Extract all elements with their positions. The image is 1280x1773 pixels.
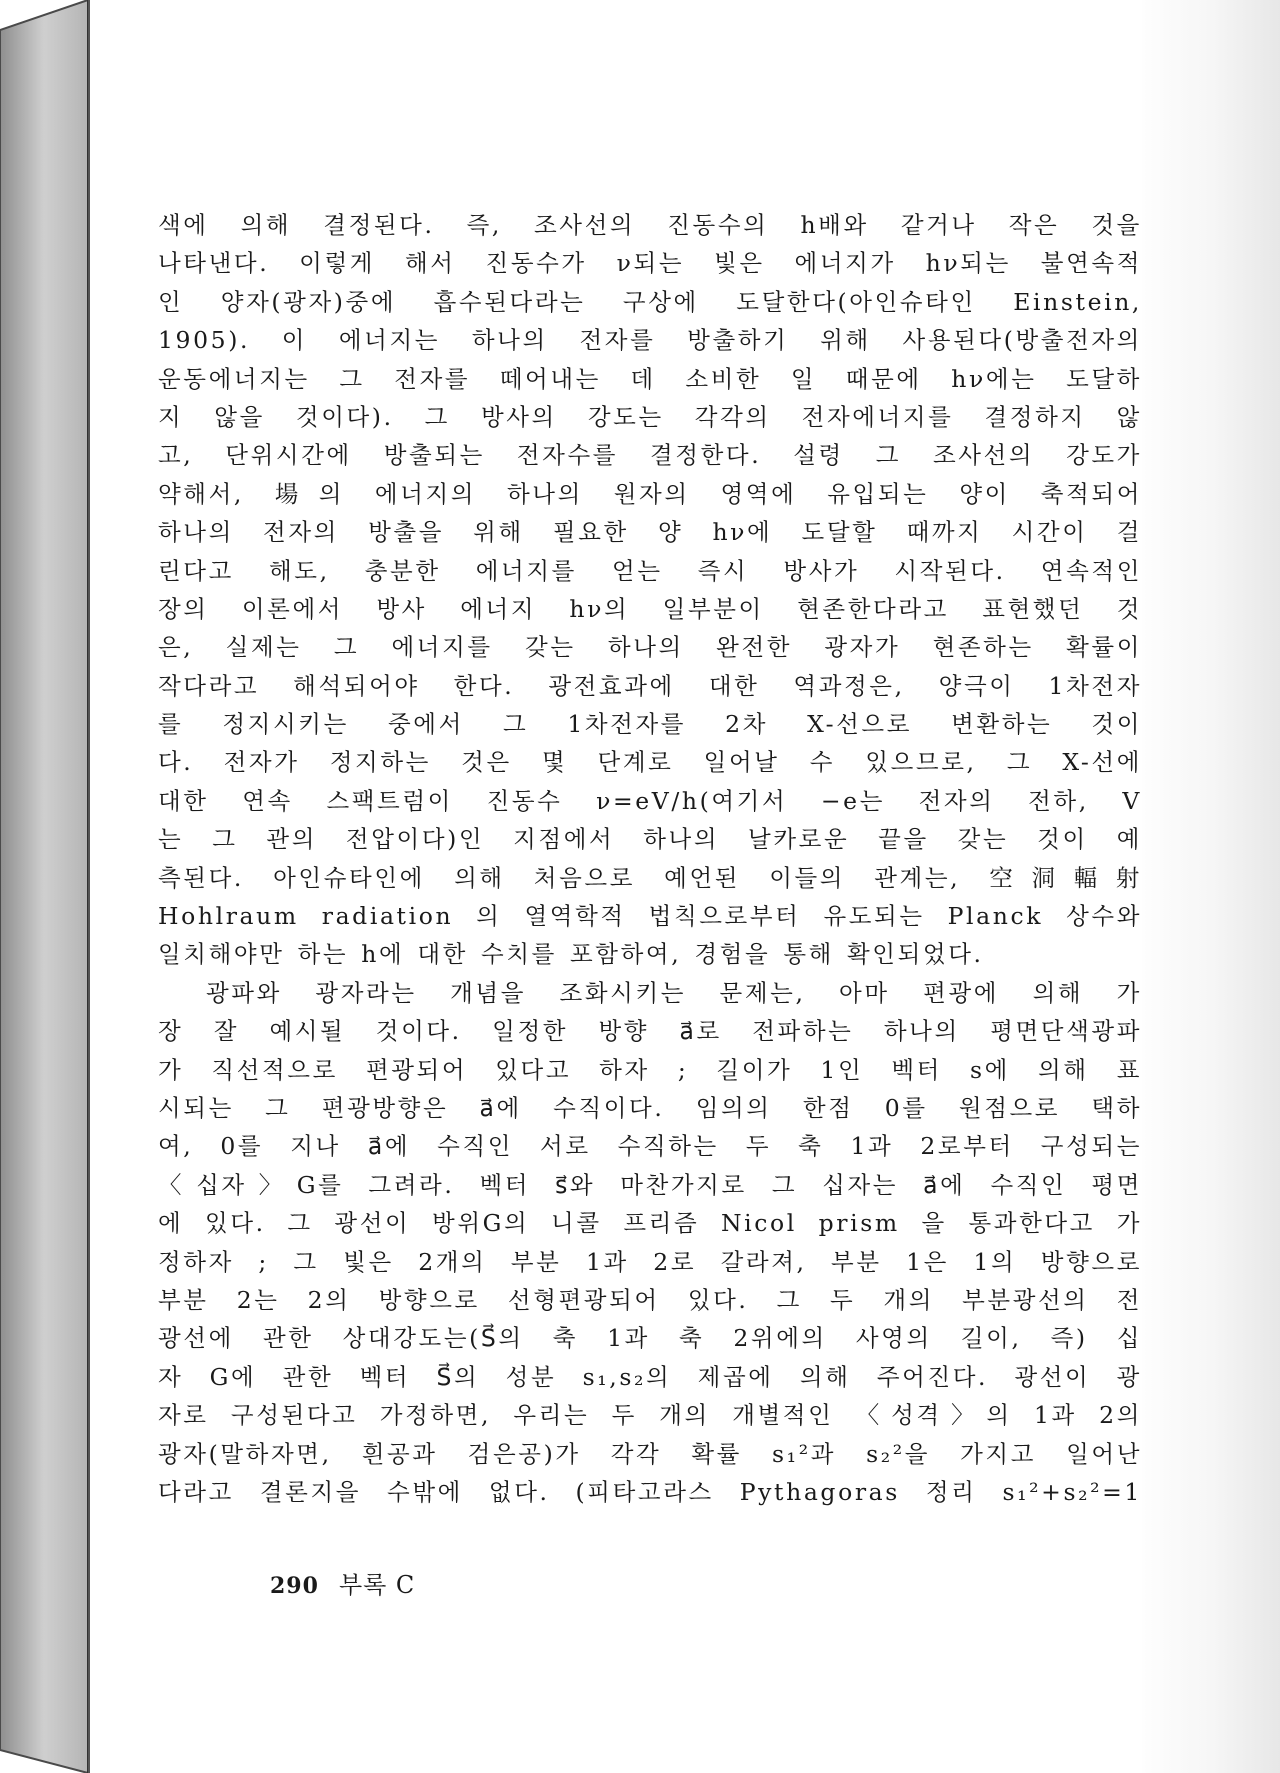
- paragraph-end-line: 일치해야만 하는 h에 대한 수치를 포함하여, 경험을 통해 확인되었다.: [158, 940, 984, 969]
- page-edge-shadow: [1130, 0, 1280, 1773]
- text-line: 장 잘 예시될 것이다. 일정한 방향 a⃗로 전파하는 하나의 평면단색광파: [158, 1017, 1142, 1046]
- text-line: 〈십자〉G를 그려라. 벡터 s⃗와 마찬가지로 그 십자는 a⃗에 수직인 평면: [158, 1170, 1142, 1199]
- text-line: 인 양자(광자)중에 흡수된다라는 구상에 도달한다(아인슈타인 Einstein,: [158, 287, 1142, 316]
- body-text: [158, 206, 1142, 1511]
- text-line: 에 있다. 그 광선이 방위G의 니콜 프리즘 Nicol prism 을 통과한다고 가: [158, 1209, 1142, 1238]
- text-line: 고, 단위시간에 방출되는 전자수를 결정한다. 설령 그 조사선의 강도가: [158, 441, 1142, 470]
- text-line: 다. 전자가 정지하는 것은 몇 단계로 일어날 수 있으므로, 그 X-선에: [158, 748, 1142, 777]
- text-line: 여, 0를 지나 a⃗에 수직인 서로 수직하는 두 축 1과 2로부터 구성되는: [158, 1132, 1142, 1161]
- page-footer: [270, 1565, 415, 1600]
- text-line: 광선에 관한 상대강도는(S⃗의 축 1과 축 2위에의 사영의 길이, 즉) 십: [158, 1324, 1142, 1353]
- book-spine: [0, 0, 90, 1773]
- text-line: 약해서, 場의 에너지의 하나의 원자의 영역에 유입되는 양이 축적되어: [158, 479, 1142, 508]
- text-line: 시되는 그 편광방향은 a⃗에 수직이다. 임의의 한점 0를 원점으로 택하: [158, 1093, 1142, 1122]
- text-line: 다라고 결론지을 수밖에 없다. (피타고라스 Pythagoras 정리 s₁²+s₂²=1: [158, 1477, 1142, 1506]
- text-line: 운동에너지는 그 전자를 떼어내는 데 소비한 일 때문에 hν에는 도달하: [158, 364, 1142, 393]
- text-line: 광자(말하자면, 흰공과 검은공)가 각각 확률 s₁²과 s₂²을 가지고 일어난: [158, 1439, 1142, 1468]
- text-line: 작다라고 해석되어야 한다. 광전효과에 대한 역과정은, 양극이 1차전자: [158, 671, 1142, 700]
- text-line: 대한 연속 스팩트럼이 진동수 ν=eV/h(여기서 −e는 전자의 전하, V: [158, 786, 1142, 815]
- text-line: 지 않을 것이다). 그 방사의 강도는 각각의 전자에너지를 결정하지 않: [158, 402, 1142, 431]
- page-number: 290: [270, 1573, 319, 1599]
- text-line: 나타낸다. 이렇게 해서 진동수가 ν되는 빛은 에너지가 hν되는 불연속적: [158, 249, 1142, 278]
- text-line: 부분 2는 2의 방향으로 선형편광되어 있다. 그 두 개의 부분광선의 전: [158, 1285, 1142, 1314]
- text-line: 가 직선적으로 편광되어 있다고 하자 ; 길이가 1인 벡터 s에 의해 표: [158, 1055, 1142, 1084]
- text-line: Hohlraum radiation 의 열역학적 법칙으로부터 유도되는 Planck 상수와: [158, 902, 1142, 931]
- text-line: 장의 이론에서 방사 에너지 hν의 일부분이 현존한다라고 표현했던 것: [158, 594, 1142, 623]
- text-line: 자로 구성된다고 가정하면, 우리는 두 개의 개별적인 〈성격〉의 1과 2의: [158, 1401, 1142, 1430]
- text-line: 는 그 관의 전압이다)인 지점에서 하나의 날카로운 끝을 갖는 것이 예: [158, 825, 1142, 854]
- text-line: 하나의 전자의 방출을 위해 필요한 양 hν에 도달할 때까지 시간이 걸: [158, 518, 1142, 547]
- text-line: 측된다. 아인슈타인에 의해 처음으로 예언된 이들의 관계는, 空洞輻射: [158, 863, 1142, 892]
- text-line: 은, 실제는 그 에너지를 갖는 하나의 완전한 광자가 현존하는 확률이: [158, 633, 1142, 662]
- text-line: 자 G에 관한 벡터 S⃗의 성분 s₁,s₂의 제곱에 의해 주어진다. 광선이 광: [158, 1362, 1142, 1391]
- text-line: 색에 의해 결정된다. 즉, 조사선의 진동수의 h배와 같거나 작은 것을: [158, 211, 1142, 239]
- text-line: 를 정지시키는 중에서 그 1차전자를 2차 X-선으로 변환하는 것이: [158, 710, 1142, 739]
- section-label: 부록 C: [338, 1571, 416, 1599]
- paragraph-start-line: 광파와 광자라는 개념을 조화시키는 문제는, 아마 편광에 의해 가: [206, 978, 1142, 1007]
- text-line: 정하자 ; 그 빛은 2개의 부분 1과 2로 갈라져, 부분 1은 1의 방향으로: [158, 1247, 1142, 1276]
- text-line: 1905). 이 에너지는 하나의 전자를 방출하기 위해 사용된다(방출전자의: [158, 326, 1142, 355]
- text-line: 린다고 해도, 충분한 에너지를 얻는 즉시 방사가 시작된다. 연속적인: [158, 556, 1142, 585]
